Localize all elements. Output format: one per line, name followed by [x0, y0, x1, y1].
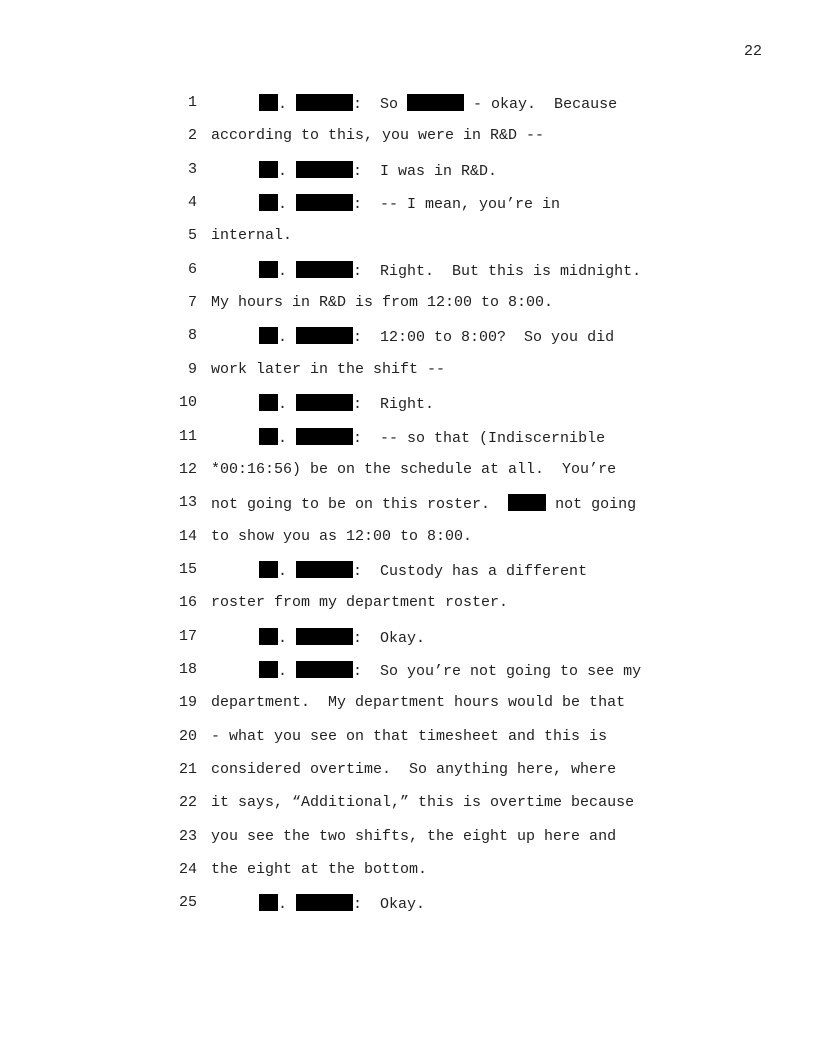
line-number: 7	[187, 294, 197, 311]
transcript-line	[0, 294, 816, 314]
line-text	[211, 361, 445, 378]
speaker-label: . :	[259, 430, 380, 447]
line-text-segment: Right.	[380, 396, 435, 413]
transcript-line	[0, 794, 816, 814]
redaction-block	[259, 428, 278, 445]
redaction-block	[259, 194, 278, 211]
line-text-segment: I was in R&D.	[380, 163, 498, 180]
line-number: 10	[178, 394, 197, 411]
transcript-line	[0, 761, 816, 781]
line-text-segment: considered overtime. So anything here, where	[211, 761, 617, 778]
speaker-label: . :	[259, 163, 380, 180]
speaker-line-text	[259, 327, 614, 346]
speaker-label: . :	[259, 663, 380, 680]
transcript-line	[0, 428, 816, 448]
line-text-segment: you see the two shifts, the eight up here and	[211, 828, 617, 845]
redaction-block	[296, 327, 353, 344]
line-text-segment: So you’re not going to see my	[380, 663, 642, 680]
page-number: 22	[743, 43, 762, 60]
speaker-line-text	[259, 94, 617, 113]
line-text	[211, 494, 636, 513]
speaker-line-text	[259, 261, 641, 280]
transcript-line	[0, 528, 816, 548]
transcript-line	[0, 394, 816, 414]
line-text	[211, 794, 634, 811]
line-number: 16	[178, 594, 197, 611]
transcript-line	[0, 327, 816, 347]
redaction-block	[296, 428, 353, 445]
speaker-line-text	[259, 894, 425, 913]
redaction-block	[259, 561, 278, 578]
transcript-line	[0, 694, 816, 714]
line-text-segment: - what you see on that timesheet and this is	[211, 728, 608, 745]
line-number: 6	[187, 261, 197, 278]
transcript-line	[0, 461, 816, 481]
line-text-segment: according to this, you were in R&D --	[211, 127, 545, 144]
line-text-segment: it says, “Additional,” this is overtime because	[211, 794, 635, 811]
redaction-block	[259, 161, 278, 178]
transcript-line	[0, 594, 816, 614]
speaker-label: . :	[259, 896, 380, 913]
line-text	[211, 227, 292, 244]
transcript-line	[0, 561, 816, 581]
line-text	[211, 861, 427, 878]
line-text-segment: the eight at the bottom.	[211, 861, 428, 878]
line-number: 25	[178, 894, 197, 911]
line-number: 20	[178, 728, 197, 745]
line-text	[211, 828, 616, 845]
redaction-block	[296, 194, 353, 211]
line-text-segment: work later in the shift --	[211, 361, 446, 378]
line-text-segment: Okay.	[380, 896, 426, 913]
line-text-segment: not going	[546, 496, 637, 513]
line-text-segment: Custody has a different	[380, 563, 588, 580]
transcript-line	[0, 161, 816, 181]
line-text-segment: -- I mean, you’re in	[380, 196, 561, 213]
line-number: 9	[187, 361, 197, 378]
redaction-block	[259, 94, 278, 111]
speaker-line-text	[259, 394, 434, 413]
line-text-segment: -- so that (Indiscernible	[380, 430, 606, 447]
transcript-line	[0, 94, 816, 114]
transcript-line	[0, 227, 816, 247]
speaker-label: . :	[259, 329, 380, 346]
speaker-label: . :	[259, 96, 380, 113]
redaction-block	[259, 394, 278, 411]
transcript-line	[0, 861, 816, 881]
speaker-label: . :	[259, 196, 380, 213]
line-number: 14	[178, 528, 197, 545]
line-text	[211, 294, 553, 311]
line-number: 3	[187, 161, 197, 178]
redaction-block	[296, 661, 353, 678]
line-text	[211, 528, 472, 545]
redaction-block	[259, 628, 278, 645]
line-text	[211, 728, 607, 745]
redaction-block	[296, 161, 353, 178]
line-number: 21	[178, 761, 197, 778]
speaker-line-text	[259, 194, 560, 213]
transcript-line	[0, 194, 816, 214]
redaction-block	[296, 261, 353, 278]
line-text-segment: to show you as 12:00 to 8:00.	[211, 528, 473, 545]
redaction-block	[296, 561, 353, 578]
line-number: 12	[178, 461, 197, 478]
transcript-line	[0, 828, 816, 848]
speaker-label: . :	[259, 396, 380, 413]
line-text-segment: Right. But this is midnight.	[380, 263, 642, 280]
speaker-label: . :	[259, 630, 380, 647]
line-number: 19	[178, 694, 197, 711]
line-number: 22	[178, 794, 197, 811]
transcript-line	[0, 494, 816, 514]
redaction-block	[508, 494, 546, 511]
line-number: 13	[178, 494, 197, 511]
redaction-block	[407, 94, 464, 111]
line-text-segment: department. My department hours would be that	[211, 694, 626, 711]
line-number: 1	[187, 94, 197, 111]
line-number: 18	[178, 661, 197, 678]
transcript-line	[0, 728, 816, 748]
line-number: 24	[178, 861, 197, 878]
line-text	[211, 594, 508, 611]
line-text-segment: roster from my department roster.	[211, 594, 509, 611]
redaction-block	[296, 394, 353, 411]
line-number: 17	[178, 628, 197, 645]
speaker-label: . :	[259, 263, 380, 280]
line-text	[211, 461, 616, 478]
line-text-segment: Okay.	[380, 630, 426, 647]
speaker-line-text	[259, 428, 605, 447]
transcript-line	[0, 661, 816, 681]
line-number: 15	[178, 561, 197, 578]
line-text-segment: not going to be on this roster.	[211, 496, 509, 513]
line-text-segment: My hours in R&D is from 12:00 to 8:00.	[211, 294, 554, 311]
speaker-line-text	[259, 661, 641, 680]
redaction-block	[259, 261, 278, 278]
line-number: 23	[178, 828, 197, 845]
redaction-block	[259, 327, 278, 344]
transcript-line	[0, 361, 816, 381]
speaker-line-text	[259, 628, 425, 647]
line-text-segment: So	[380, 96, 408, 113]
line-text-segment: internal.	[211, 227, 293, 244]
redaction-block	[259, 894, 278, 911]
line-number: 5	[187, 227, 197, 244]
transcript-line	[0, 894, 816, 914]
transcript-line	[0, 261, 816, 281]
line-number: 8	[187, 327, 197, 344]
redaction-block	[296, 894, 353, 911]
transcript-line	[0, 628, 816, 648]
redaction-block	[296, 628, 353, 645]
speaker-label: . :	[259, 563, 380, 580]
line-text	[211, 761, 616, 778]
line-text-segment: *00:16:56) be on the schedule at all. You’re	[211, 461, 617, 478]
line-text	[211, 127, 544, 144]
line-text-segment: 12:00 to 8:00? So you did	[380, 329, 615, 346]
speaker-line-text	[259, 561, 587, 580]
line-number: 4	[187, 194, 197, 211]
transcript-line	[0, 127, 816, 147]
redaction-block	[296, 94, 353, 111]
speaker-line-text	[259, 161, 497, 180]
line-number: 11	[178, 428, 197, 445]
line-text	[211, 694, 625, 711]
line-text-segment: - okay. Because	[464, 96, 618, 113]
line-number: 2	[187, 127, 197, 144]
redaction-block	[259, 661, 278, 678]
